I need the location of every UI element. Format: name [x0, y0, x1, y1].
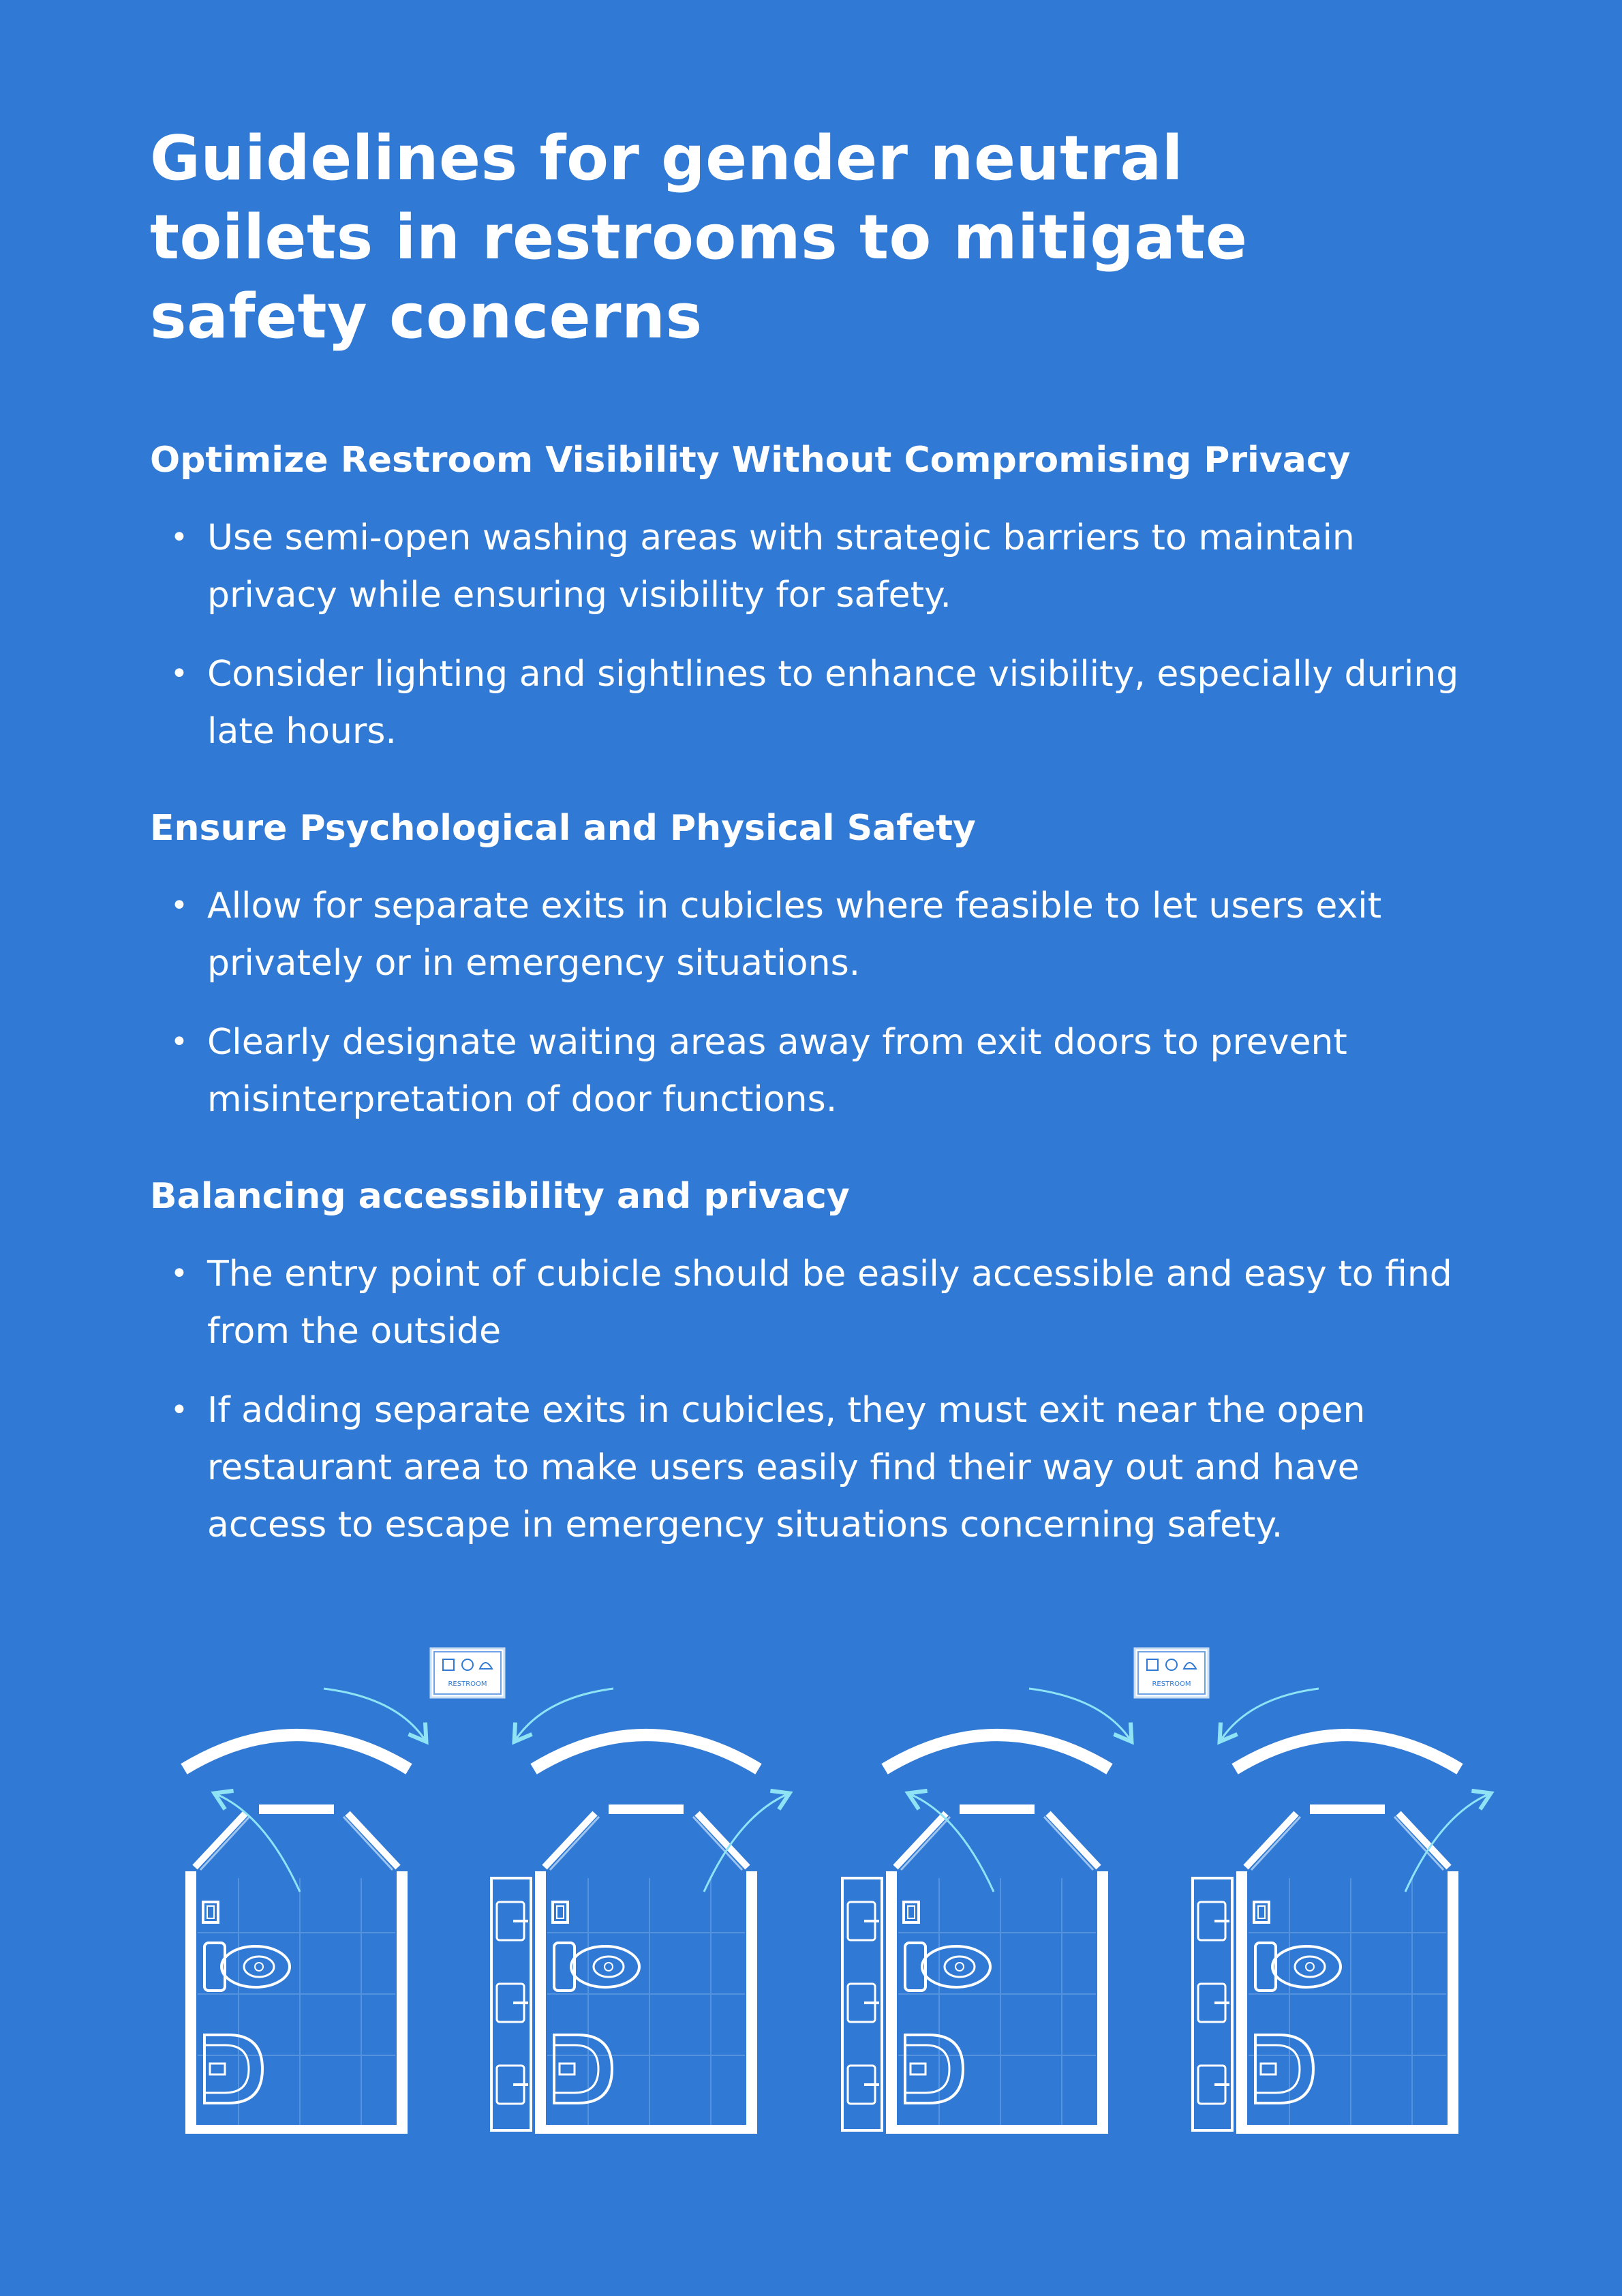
bullet-glyph: • — [170, 1025, 188, 1059]
bullet-glyph: • — [170, 888, 188, 923]
list-item-text: Allow for separate exits in cubicles where feasible to let users exit privately or in emergency situations. — [207, 886, 1382, 984]
cubicle-plan — [842, 1735, 1110, 2130]
list-item-text: Consider lighting and sightlines to enhance visibility, especially during late hours. — [207, 654, 1459, 752]
bullet-list — [150, 1245, 1452, 1554]
list-item — [150, 1245, 1486, 1360]
bullet-list — [150, 877, 1445, 1128]
section-heading: Ensure Psychological and Physical Safety — [150, 808, 976, 849]
list-item — [150, 509, 1486, 624]
section-heading: Balancing accessibility and privacy — [150, 1176, 850, 1217]
cubicle-plan — [184, 1735, 409, 2130]
list-item — [150, 646, 1486, 760]
list-item-text: If adding separate exits in cubicles, they must exit near the open restaurant area to make users easily find their way out and have access to escape in emergency situations concerning safety. — [207, 1390, 1366, 1545]
bullet-list — [150, 509, 1459, 760]
cubicle-plan — [1193, 1735, 1487, 2130]
list-item — [150, 1382, 1486, 1554]
section-visibility — [150, 440, 1459, 760]
bullet-glyph: • — [170, 520, 188, 555]
restroom-sign — [431, 1648, 504, 1697]
restroom-sign — [1135, 1648, 1208, 1697]
restroom-sign-label: RESTROOM — [1152, 1680, 1191, 1688]
bullet-glyph: • — [170, 1393, 188, 1428]
list-item-text: The entry point of cubicle should be easily accessible and easy to find from the outside — [207, 1254, 1452, 1352]
bullet-glyph: • — [170, 1256, 188, 1291]
list-item-text: Clearly designate waiting areas away from exit doors to prevent misinterpretation of door functions. — [207, 1022, 1347, 1120]
floor-plan-illustration — [0, 1629, 1622, 2134]
cubicle-plan — [491, 1735, 786, 2130]
restroom-sign-label: RESTROOM — [448, 1680, 487, 1688]
bullet-glyph: • — [170, 656, 188, 691]
list-item — [150, 1014, 1486, 1128]
page-title: Guidelines for gender neutral toilets in restrooms to mitigate safety concerns — [150, 123, 1248, 352]
list-item-text: Use semi-open washing areas with strategic barriers to maintain privacy while ensuring visibility for safety. — [207, 517, 1355, 616]
section-heading: Optimize Restroom Visibility Without Compromising Privacy — [150, 440, 1351, 481]
list-item — [150, 877, 1486, 992]
section-accessibility — [150, 1176, 1452, 1554]
section-safety — [150, 808, 1445, 1128]
